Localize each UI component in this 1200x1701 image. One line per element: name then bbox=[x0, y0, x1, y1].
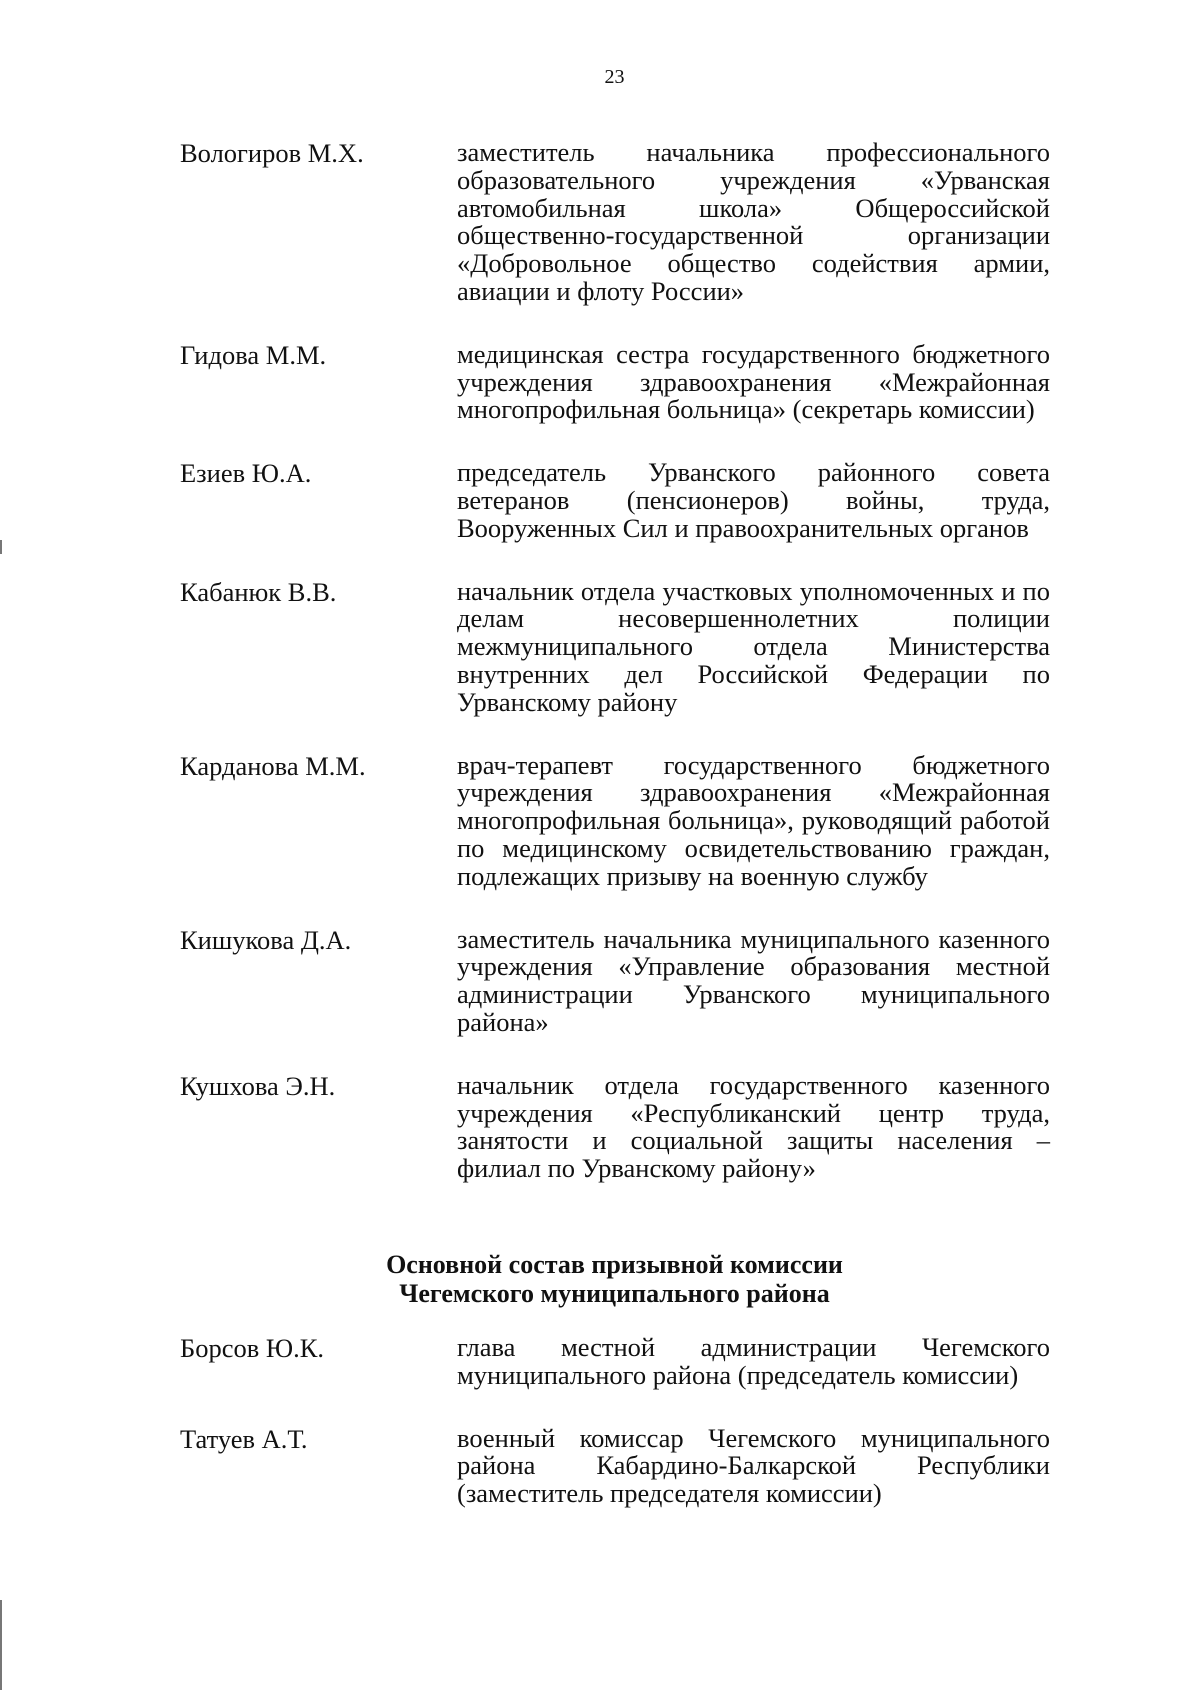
member-position: врач-терапевт государственного бюджетного учреждения здравоохранения «Межрайонная многопрофильная больница», руководящий работой по медицинскому освидетельствованию граждан, подлежащих призыву на военную службу bbox=[457, 749, 1050, 891]
member-entry bbox=[180, 749, 1050, 891]
section-heading-line: Основной состав призывной комиссии bbox=[386, 1250, 843, 1279]
member-name: Кишукова Д.А. bbox=[180, 924, 352, 955]
member-name: Борсов Ю.К. bbox=[180, 1333, 325, 1363]
member-position: заместитель начальника профессионального образовательного учреждения «Урванская автомобильная школа» Общероссийской общественно-государственной организации «Добровольное общество содействия армии, авиации и флоту России» bbox=[457, 137, 1050, 306]
member-position: начальник отдела государственного казенного учреждения «Республиканский центр труда, занятости и социальной защиты населения – филиал по Урванскому району» bbox=[457, 1069, 1050, 1184]
member-name: Езиев Ю.А. bbox=[180, 458, 312, 489]
page-number: 23 bbox=[604, 66, 625, 88]
member-entry bbox=[180, 338, 1050, 425]
member-entry bbox=[180, 1334, 1050, 1390]
member-name: Вологиров М.Х. bbox=[180, 138, 364, 168]
member-name: Кабанюк В.В. bbox=[180, 576, 337, 607]
commission-members-list bbox=[180, 1334, 1050, 1543]
member-position: начальник отдела участковых уполномоченных и по делам несовершеннолетних полиции межмуниципального отдела Министерства внутренних дел Российской Федерации по Урванскому району bbox=[457, 575, 1050, 717]
member-position: военный комиссар Чегемского муниципального района Кабардино-Балкарской Республики (заместитель председателя комиссии) bbox=[457, 1422, 1050, 1509]
section-heading-line: Чегемского муниципального района bbox=[399, 1279, 830, 1308]
member-position: медицинская сестра государственного бюджетного учреждения здравоохранения «Межрайонная многопрофильная больница» (секретарь комиссии) bbox=[457, 338, 1050, 425]
member-entry bbox=[180, 923, 1050, 1037]
member-name: Татуев А.Т. bbox=[180, 1423, 308, 1454]
scan-edge-mark bbox=[0, 540, 2, 554]
member-position: председатель Урванского районного совета ветеранов (пенсионеров) войны, труда, Вооруженных Сил и правоохранительных органов bbox=[457, 457, 1050, 543]
member-name: Кушхова Э.Н. bbox=[180, 1070, 336, 1101]
member-entry bbox=[180, 575, 1050, 717]
member-entry bbox=[180, 459, 1050, 542]
member-position: заместитель начальника муниципального казенного учреждения «Управление образования местной администрации Урванского муниципального района» bbox=[457, 923, 1050, 1037]
member-entry bbox=[180, 1422, 1050, 1509]
scan-edge-mark bbox=[0, 1600, 2, 1690]
section-heading bbox=[0, 1250, 1200, 1308]
member-name: Карданова М.М. bbox=[180, 750, 366, 781]
member-position: глава местной администрации Чегемского муниципального района (председатель комиссии) bbox=[457, 1332, 1050, 1390]
commission-members-list bbox=[180, 139, 1050, 1218]
member-name: Гидова М.М. bbox=[180, 339, 327, 370]
member-entry bbox=[180, 139, 1050, 306]
member-entry bbox=[180, 1069, 1050, 1184]
